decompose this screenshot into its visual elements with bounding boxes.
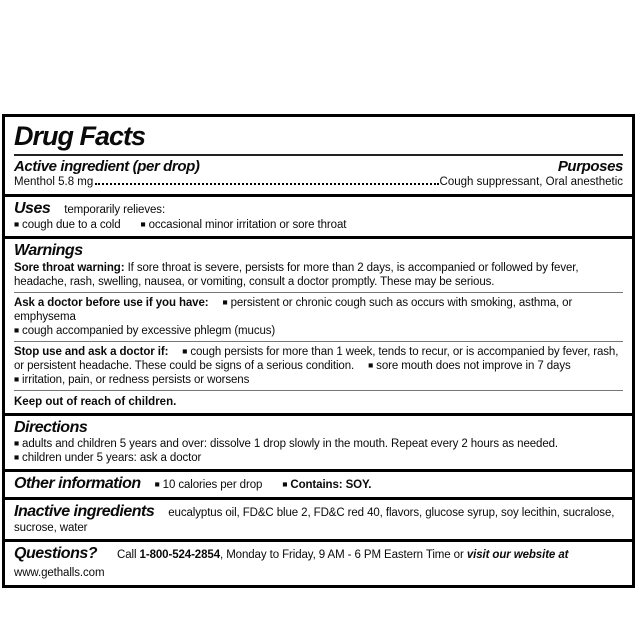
bullet-icon: ■	[14, 325, 20, 335]
questions-heading: Questions?	[14, 545, 98, 562]
sore-throat-warning-text: If sore throat is severe, persists for more than 2 days, is accompanied or followed by fever, headache, rash, swelling, nausea, or vomiting, consult a doctor promptly. These may be serious.	[14, 262, 579, 288]
list-item: persistent or chronic cough such as occurs with smoking, asthma, or emphysema	[14, 297, 573, 323]
bullet-icon: ■	[14, 219, 20, 229]
bullet-icon: ■	[14, 452, 20, 462]
uses-section	[5, 194, 632, 236]
purposes-heading: Purposes	[557, 158, 623, 175]
keep-out-of-reach-text: Keep out of reach of children.	[14, 396, 177, 408]
directions-heading: Directions	[14, 419, 88, 436]
warnings-divider	[14, 341, 623, 342]
ask-doctor-label: Ask a doctor before use if you have:	[14, 297, 209, 309]
hours-text: , Monday to Friday, 9 AM - 6 PM Eastern Time or	[220, 549, 464, 561]
list-item: 10 calories per drop	[162, 479, 263, 491]
direction-item	[14, 451, 623, 465]
questions-section	[5, 539, 632, 585]
stop-use-label: Stop use and ask a doctor if:	[14, 346, 169, 358]
calories-item	[155, 479, 263, 491]
other-information-heading: Other information	[14, 475, 141, 492]
bullet-icon: ■	[140, 219, 146, 229]
contains-item	[282, 479, 371, 491]
drug-facts-title: Drug Facts	[14, 121, 146, 151]
uses-bullet-row	[14, 218, 623, 232]
bullet-icon: ■	[282, 479, 288, 489]
ask-doctor-bullet-row	[14, 324, 623, 338]
list-item: cough accompanied by excessive phlegm (mucus)	[22, 325, 276, 337]
stop-use-block	[14, 345, 623, 387]
bullet-icon: ■	[154, 479, 160, 489]
bullet-icon: ■	[14, 374, 20, 384]
warnings-heading: Warnings	[14, 242, 83, 259]
direction-item	[14, 437, 623, 451]
active-ingredient-heading: Active ingredient (per drop)	[14, 158, 200, 175]
directions-section	[5, 413, 632, 469]
inactive-ingredients-text: eucalyptus oil, FD&C blue 2, FD&C red 40, flavors, glucose syrup, soy lecithin, sucralose, sucrose, water	[14, 507, 615, 534]
sore-throat-warning	[14, 261, 623, 289]
title-divider	[14, 154, 623, 156]
ask-doctor-block	[14, 296, 623, 338]
sore-throat-warning-label: Sore throat warning:	[14, 262, 125, 274]
questions-text	[14, 549, 576, 579]
list-item: sore mouth does not improve in 7 days	[376, 360, 571, 372]
uses-intro: temporarily relieves:	[64, 204, 166, 216]
warnings-divider	[14, 292, 623, 293]
contains-label: Contains: SOY.	[290, 479, 372, 491]
ingredient-purpose: Cough suppressant, Oral anesthetic	[439, 176, 623, 188]
list-item: occasional minor irritation or sore throat	[148, 219, 347, 231]
phone-number: 1-800-524-2854	[139, 549, 220, 561]
list-item: irritation, pain, or redness persists or worsens	[22, 374, 250, 386]
list-item: cough due to a cold	[22, 219, 121, 231]
bullet-icon: ■	[14, 438, 20, 448]
inactive-ingredients-heading: Inactive ingredients	[14, 503, 155, 520]
bullet-icon: ■	[222, 297, 228, 307]
warnings-divider	[14, 390, 623, 391]
bullet-icon: ■	[368, 360, 374, 370]
uses-heading: Uses	[14, 200, 51, 217]
list-item: children under 5 years: ask a doctor	[22, 452, 202, 464]
inactive-ingredients-section	[5, 497, 632, 539]
call-prefix: Call	[117, 549, 137, 561]
dot-leader	[95, 183, 438, 185]
other-information-section	[5, 469, 632, 497]
website-label: visit our website at	[466, 549, 569, 561]
drug-facts-panel	[2, 114, 635, 588]
header-section	[5, 117, 632, 194]
stop-use-bullet-row	[14, 373, 623, 387]
ingredient-name: Menthol 5.8 mg	[14, 176, 94, 188]
website-url: www.gethalls.com	[14, 567, 105, 579]
warnings-section	[5, 236, 632, 413]
bullet-icon: ■	[182, 346, 188, 356]
list-item: cough persists for more than 1 week, tends to recur, or is accompanied by fever, rash, or persistent headache. These could be signs of a serious condition.	[14, 346, 619, 372]
list-item: adults and children 5 years and over: dissolve 1 drop slowly in the mouth. Repeat every 2 hours as needed.	[22, 438, 559, 450]
